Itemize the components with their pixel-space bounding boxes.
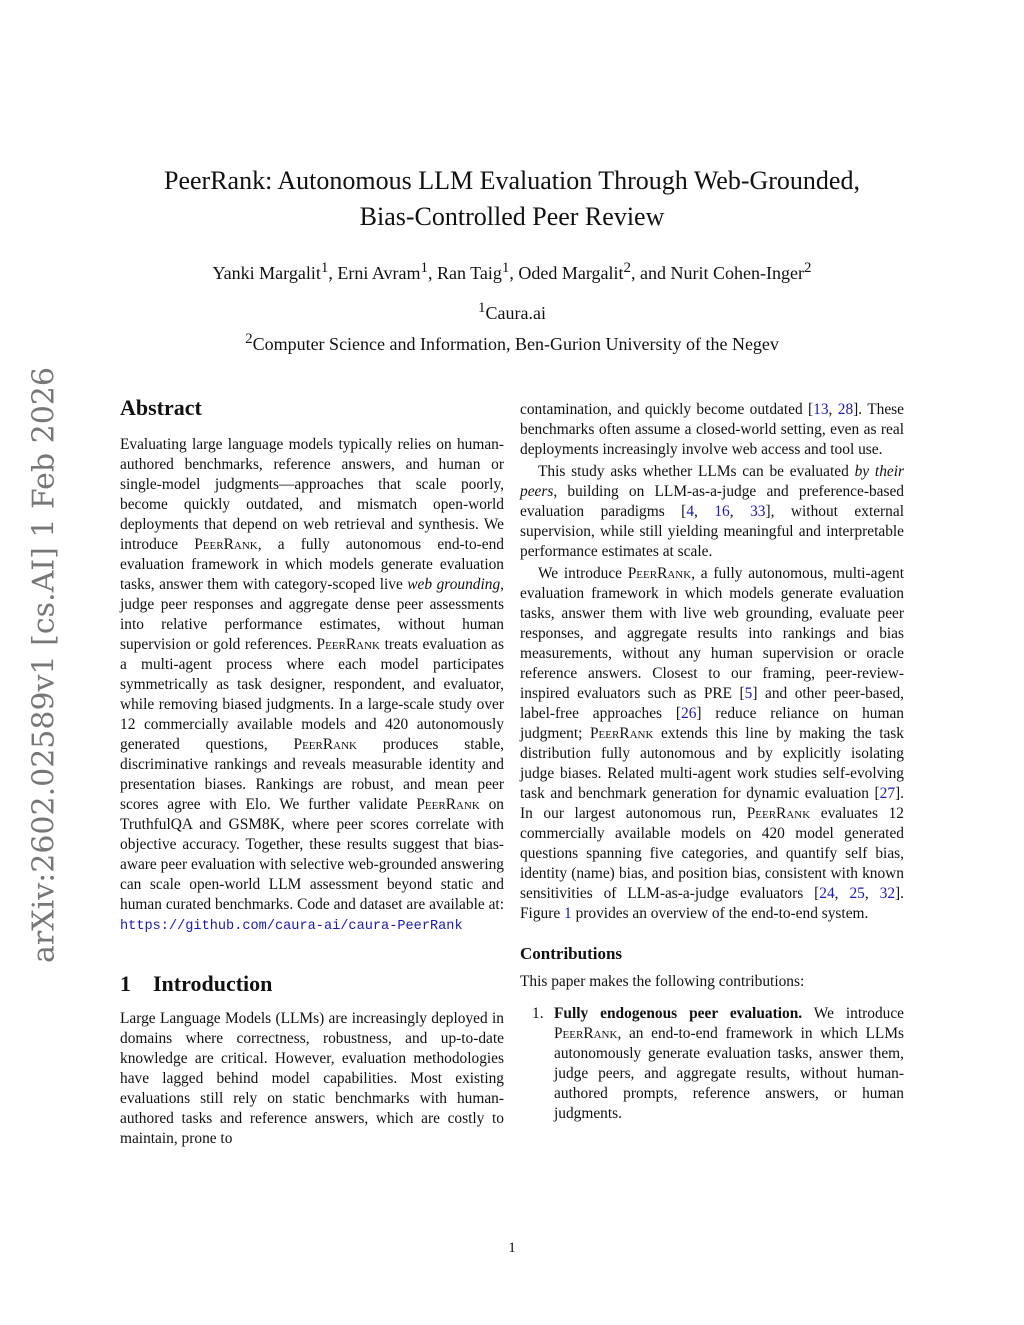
left-column	[120, 395, 504, 1149]
paper-title	[90, 163, 934, 235]
citation-link[interactable]: 24	[819, 885, 835, 902]
citation-link[interactable]: 16	[714, 503, 730, 520]
citation-link[interactable]: 32	[879, 885, 896, 902]
affil-mark: 1	[478, 300, 486, 316]
author-affil-mark: 1	[420, 260, 428, 276]
abstract-text: on TruthfulQA and GSM8K, where peer scores correlate with objective accuracy. Together, these results suggest that bias-aware peer evaluation with selective web-grounded answering can scale open-world LLM assessment beyond static and human curated benchmarks. Code and dataset are available at:	[120, 796, 504, 913]
emphasis: by their peers	[520, 463, 904, 500]
citation-link[interactable]: 4	[686, 503, 695, 520]
system-name: PeerRank	[590, 725, 654, 742]
section-number: 1	[120, 971, 131, 996]
body-text: , an end-to-end framework in which LLMs autonomously generate evaluation tasks, answer them, judge peers, and aggregate results, without human-authored prompts, reference answers, or human judgments.	[554, 1025, 904, 1122]
body-text: , a fully autonomous, multi-agent evaluation framework in which models generate evaluation tasks, answer them with live web grounding, evaluate peer responses, and aggregate results into rankings and bias measurements, without any human supervision or oracle reference answers. Closest to our framing, peer-review-inspired evaluators such as PRE [	[520, 565, 904, 702]
abstract-text: treats evaluation as a multi-agent process where each model participates symmetrically as task designer, respondent, and evaluator, while removing biased judgments. In a large-scale study over 12 commercially available models and 420 autonomously generated questions,	[120, 636, 504, 753]
right-column	[520, 400, 904, 1124]
author-separator: , and	[631, 263, 671, 283]
system-name: PeerRank	[746, 805, 811, 822]
code-repo-link[interactable]: https://github.com/caura-ai/caura-PeerRank	[120, 919, 463, 934]
author-name: Erni Avram	[337, 263, 421, 283]
item-lead: Fully endogenous peer evaluation.	[554, 1005, 803, 1022]
abstract-text: Evaluating large language models typically relies on human-authored benchmarks, reference answers, and human or single-model judgments—approaches that scale poorly, become quickly outdated, and mismatch open-world deployments that depend on web retrieval and synthesis. We introduce	[120, 436, 504, 553]
affiliation-1	[90, 295, 934, 326]
author-separator: ,	[509, 263, 519, 283]
contributions-list	[520, 1004, 904, 1124]
affiliations	[90, 295, 934, 357]
author-affil-mark: 1	[320, 260, 329, 276]
affil-name: Caura.ai	[485, 303, 546, 323]
abstract-body	[120, 435, 504, 937]
figure-reference-link[interactable]: 1	[564, 905, 572, 922]
title-line-2: Bias-Controlled Peer Review	[359, 202, 665, 231]
arxiv-id: arXiv:2602.02589v1 [cs.AI] 1 Feb 2026	[26, 367, 62, 963]
body-text: ]. These benchmarks often assume a closed-world setting, even as real deployments increasingly involve web access and tool use.	[520, 401, 904, 458]
abstract-heading: Abstract	[120, 395, 202, 420]
body-text: ] reduce reliance on human judgment;	[520, 705, 904, 742]
author-name: Nurit Cohen-Inger	[670, 263, 805, 283]
system-name: PeerRank	[316, 636, 380, 653]
citation-link[interactable]: 25	[849, 885, 865, 902]
author-affil-mark: 1	[501, 260, 510, 276]
system-name: PeerRank	[194, 536, 258, 553]
intro-continuation: contamination, and quickly become outdated [13, 28]. These benchmarks often assume a closed-world setting, even as real deployments increasingly involve web access and tool use.	[520, 401, 904, 458]
author-affil-mark: 2	[804, 260, 812, 276]
author-separator: ,	[427, 263, 437, 283]
body-text: This study asks whether LLMs can be evaluated	[538, 463, 855, 480]
citation-link[interactable]: 26	[681, 705, 697, 722]
citation-link[interactable]: 5	[744, 685, 753, 702]
citation-link[interactable]: 27	[879, 785, 896, 802]
author-name: Ran Taig	[436, 263, 502, 283]
author-affil-mark: 2	[623, 260, 632, 276]
affiliation-2	[90, 326, 934, 357]
abstract-text: , judge peer responses and aggregate dense peer assessments into relative performance estimates, without human supervision or gold references.	[120, 576, 505, 653]
body-text: extends this line by making the task distribution fully autonomous and by explicitly isolating judge biases. Related multi-agent work studies self-evolving task and benchmark generation for dynamic evaluation [	[520, 725, 904, 802]
body-text: evaluates 12 commercially available models on 420 model generated questions spanning five categories, and quantify self bias, identity (name) bias, and position bias, consistent with known sensitivities of LLM-as-a-judge evaluators [	[520, 805, 904, 902]
body-text: provides an overview of the end-to-end system.	[571, 905, 869, 922]
abstract-text: produces stable, discriminative rankings and reveals measurable identity and presentation biases. Rankings are robust, and mean peer scores agree with Elo. We further validate	[120, 736, 504, 813]
body-text: contamination, and quickly become outdated [	[520, 401, 814, 418]
system-name: PeerRank	[416, 796, 480, 813]
section-title: Introduction	[153, 971, 273, 996]
arxiv-identifier-stamp	[24, 367, 64, 963]
system-name: PeerRank	[554, 1025, 618, 1042]
list-item	[520, 1004, 904, 1124]
citation-link[interactable]: 28	[837, 401, 854, 418]
body-text: ]. Figure	[520, 885, 904, 922]
title-line-1: PeerRank: Autonomous LLM Evaluation Through Web-Grounded,	[164, 166, 860, 195]
contributions-heading: Contributions	[520, 944, 623, 963]
author-name: Yanki Margalit	[212, 263, 321, 283]
author-separator: ,	[328, 263, 338, 283]
contributions-intro: This paper makes the following contributions:	[520, 973, 805, 990]
emphasis: web grounding	[407, 576, 501, 593]
intro-paragraph-2: This study asks whether LLMs can be evaluated by their peers, building on LLM-as-a-judge and preference-based evaluation paradigms [4, 16, 33], without external supervision, while still yielding meaningful and interpretable performance estimates at scale.	[520, 463, 904, 560]
abstract-text: , a fully autonomous end-to-end evaluation framework in which models generate evaluation tasks, answer them with category-scoped live	[120, 536, 504, 593]
body-text: ] and other peer-based, label-free approaches [	[520, 685, 905, 722]
author-name: Oded Margalit	[518, 263, 624, 283]
body-text: ], without external supervision, while still yielding meaningful and interpretable performance estimates at scale.	[520, 503, 904, 560]
page-number: 1	[508, 1240, 516, 1256]
body-text: We introduce	[538, 565, 628, 582]
author-list	[90, 255, 934, 286]
intro-paragraph-3: We introduce PeerRank, a fully autonomous, multi-agent evaluation framework in which models generate evaluation tasks, answer them with live web grounding, evaluate peer responses, and aggregate results into rankings and bias measurements, without any human supervision or oracle reference answers. Closest to our framing, peer-review-inspired evaluators such as PRE [5] and other peer-based, label-free approaches [26] reduce reliance on human judgment; PeerRank extends this line by making the task distribution fully autonomous and by explicitly isolating judge biases. Related multi-agent work studies self-evolving task and benchmark generation for dynamic evaluation [27]. In our largest autonomous run, PeerRank evaluates 12 commercially available models on 420 model generated questions spanning five categories, and quantify self bias, identity (name) bias, and position bias, consistent with known sensitivities of LLM-as-a-judge evaluators [24, 25, 32]. Figure 1 provides an overview of the end-to-end system.	[520, 565, 905, 922]
affil-mark: 2	[245, 331, 253, 347]
system-name: PeerRank	[293, 736, 357, 753]
affil-name: Computer Science and Information, Ben-Gurion University of the Negev	[252, 334, 779, 354]
citation-link[interactable]: 13	[813, 401, 829, 418]
citation-link[interactable]: 33	[750, 503, 766, 520]
body-text: , building on LLM-as-a-judge and preference-based evaluation paradigms [	[520, 483, 904, 520]
intro-paragraph: Large Language Models (LLMs) are increasingly deployed in domains where correctness, robustness, and up-to-date knowledge are critical. However, evaluation methodologies have lagged behind model capabilities. Most existing evaluations still rely on static benchmarks with human-authored tasks and reference answers, which are costly to maintain, prone to	[120, 1010, 504, 1147]
body-text: We introduce	[802, 1005, 904, 1022]
system-name: PeerRank	[627, 565, 692, 582]
section-heading-introduction	[120, 971, 504, 997]
body-text: ]. In our largest autonomous run,	[520, 785, 904, 822]
list-marker: 1.	[532, 1005, 544, 1022]
